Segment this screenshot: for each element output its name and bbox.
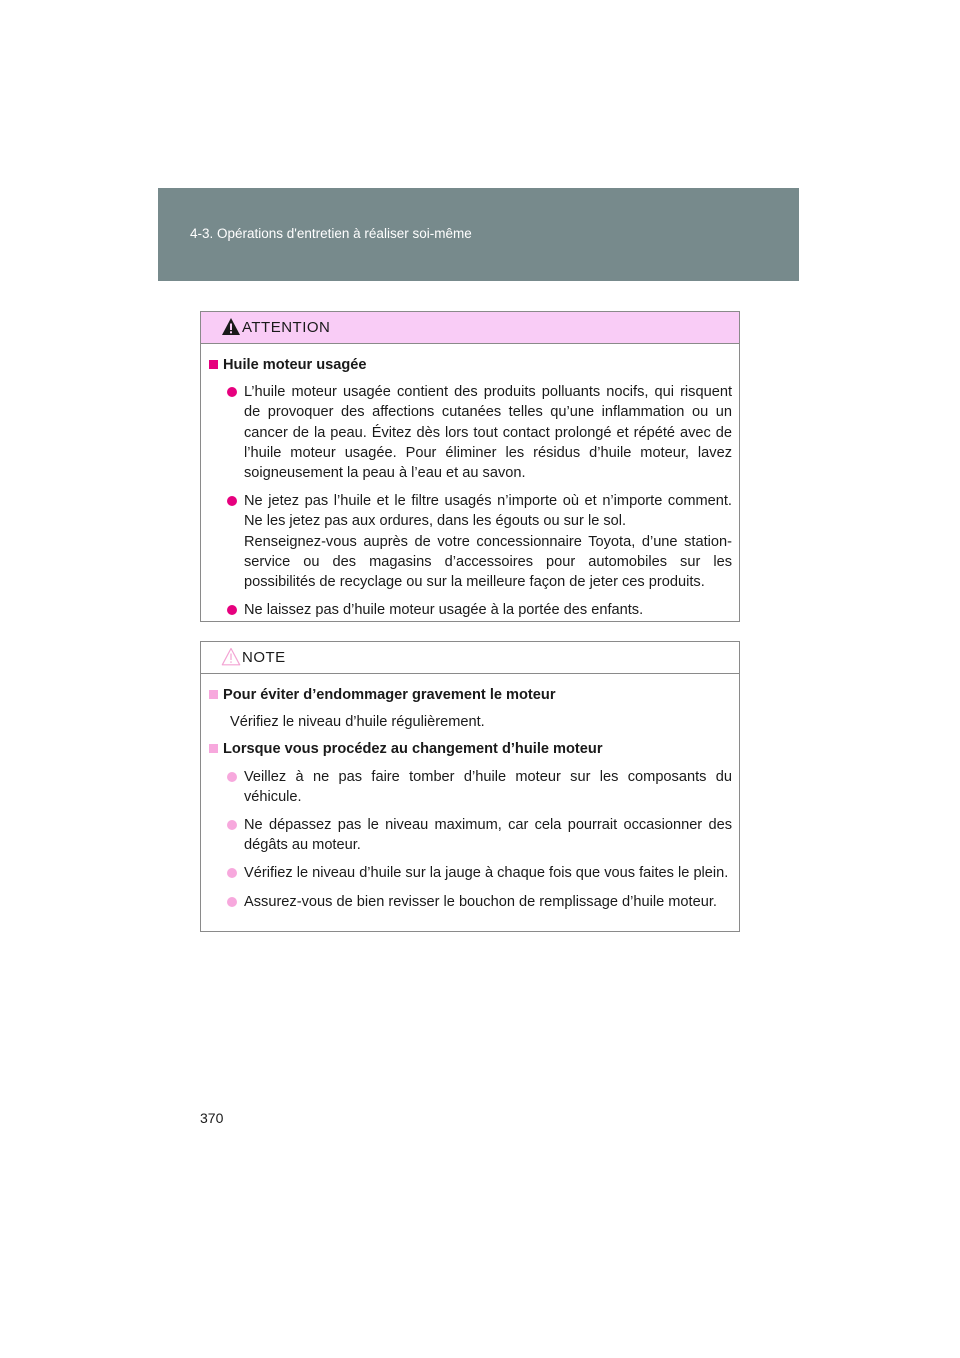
- round-bullet-icon: [227, 496, 237, 506]
- attention-bullet: Ne laissez pas d’huile moteur usagée à la portée des enfants.: [227, 600, 732, 620]
- warning-triangle-outline-icon: [221, 647, 241, 666]
- bullet-text: Renseignez-vous auprès de votre concessionnaire Toyota, d’une station-service ou des magasins d’accessoires pour automobiles sur les possibilités de recyclage ou sur la meilleure façon de jeter ces produits.: [244, 533, 732, 591]
- round-bullet-icon: [227, 772, 237, 782]
- round-bullet-icon: [227, 387, 237, 397]
- note-bullet: Vérifiez le niveau d’huile sur la jauge à chaque fois que vous faites le plein.: [227, 863, 732, 883]
- header-band: [158, 188, 799, 281]
- attention-header: [201, 312, 739, 344]
- attention-body: [201, 344, 739, 620]
- square-bullet-icon: [209, 360, 218, 369]
- bullet-text: Ne jetez pas l’huile et le filtre usagés n’importe où et n’importe comment. Ne les jetez pas aux ordures, dans les égouts ou sur le sol.: [244, 493, 732, 530]
- round-bullet-icon: [227, 897, 237, 907]
- note-section-heading: Lorsque vous procédez au changement d’huile moteur: [209, 739, 732, 759]
- note-bullet: Assurez-vous de bien revisser le bouchon de remplissage d’huile moteur.: [227, 892, 732, 912]
- note-body: [201, 674, 739, 912]
- note-title: NOTE: [242, 649, 286, 666]
- attention-title: ATTENTION: [242, 319, 331, 336]
- note-text: Vérifiez le niveau d’huile régulièrement.: [230, 714, 485, 731]
- round-bullet-icon: [227, 820, 237, 830]
- note-bullet: Ne dépassez pas le niveau maximum, car cela pourrait occasionner des dégâts au moteur.: [227, 815, 732, 855]
- round-bullet-icon: [227, 605, 237, 615]
- attention-bullet: [227, 491, 732, 592]
- note-header: [201, 642, 739, 674]
- note-bullet: Veillez à ne pas faire tomber d’huile moteur sur les composants du véhicule.: [227, 767, 732, 807]
- note-box: [200, 641, 740, 932]
- round-bullet-icon: [227, 868, 237, 878]
- section-title: 4-3. Opérations d'entretien à réaliser soi-même: [190, 226, 472, 241]
- attention-box: [200, 311, 740, 622]
- attention-section-heading: Huile moteur usagée: [209, 355, 732, 375]
- page-number: 370: [200, 1110, 224, 1126]
- warning-triangle-filled-icon: [221, 317, 241, 336]
- square-bullet-icon: [209, 744, 218, 753]
- note-section-heading: Pour éviter d’endommager gravement le moteur: [209, 685, 732, 705]
- attention-bullet: L’huile moteur usagée contient des produits polluants nocifs, qui risquent de provoquer des affections cutanées telles qu’une inflammation ou un cancer de la peau. Évitez dès lors tout contact prolongé et répété avec de l’huile moteur usagée. Pour éliminer les résidus d’huile moteur, lavez soigneusement la peau à l’eau et au savon.: [227, 382, 732, 483]
- square-bullet-icon: [209, 690, 218, 699]
